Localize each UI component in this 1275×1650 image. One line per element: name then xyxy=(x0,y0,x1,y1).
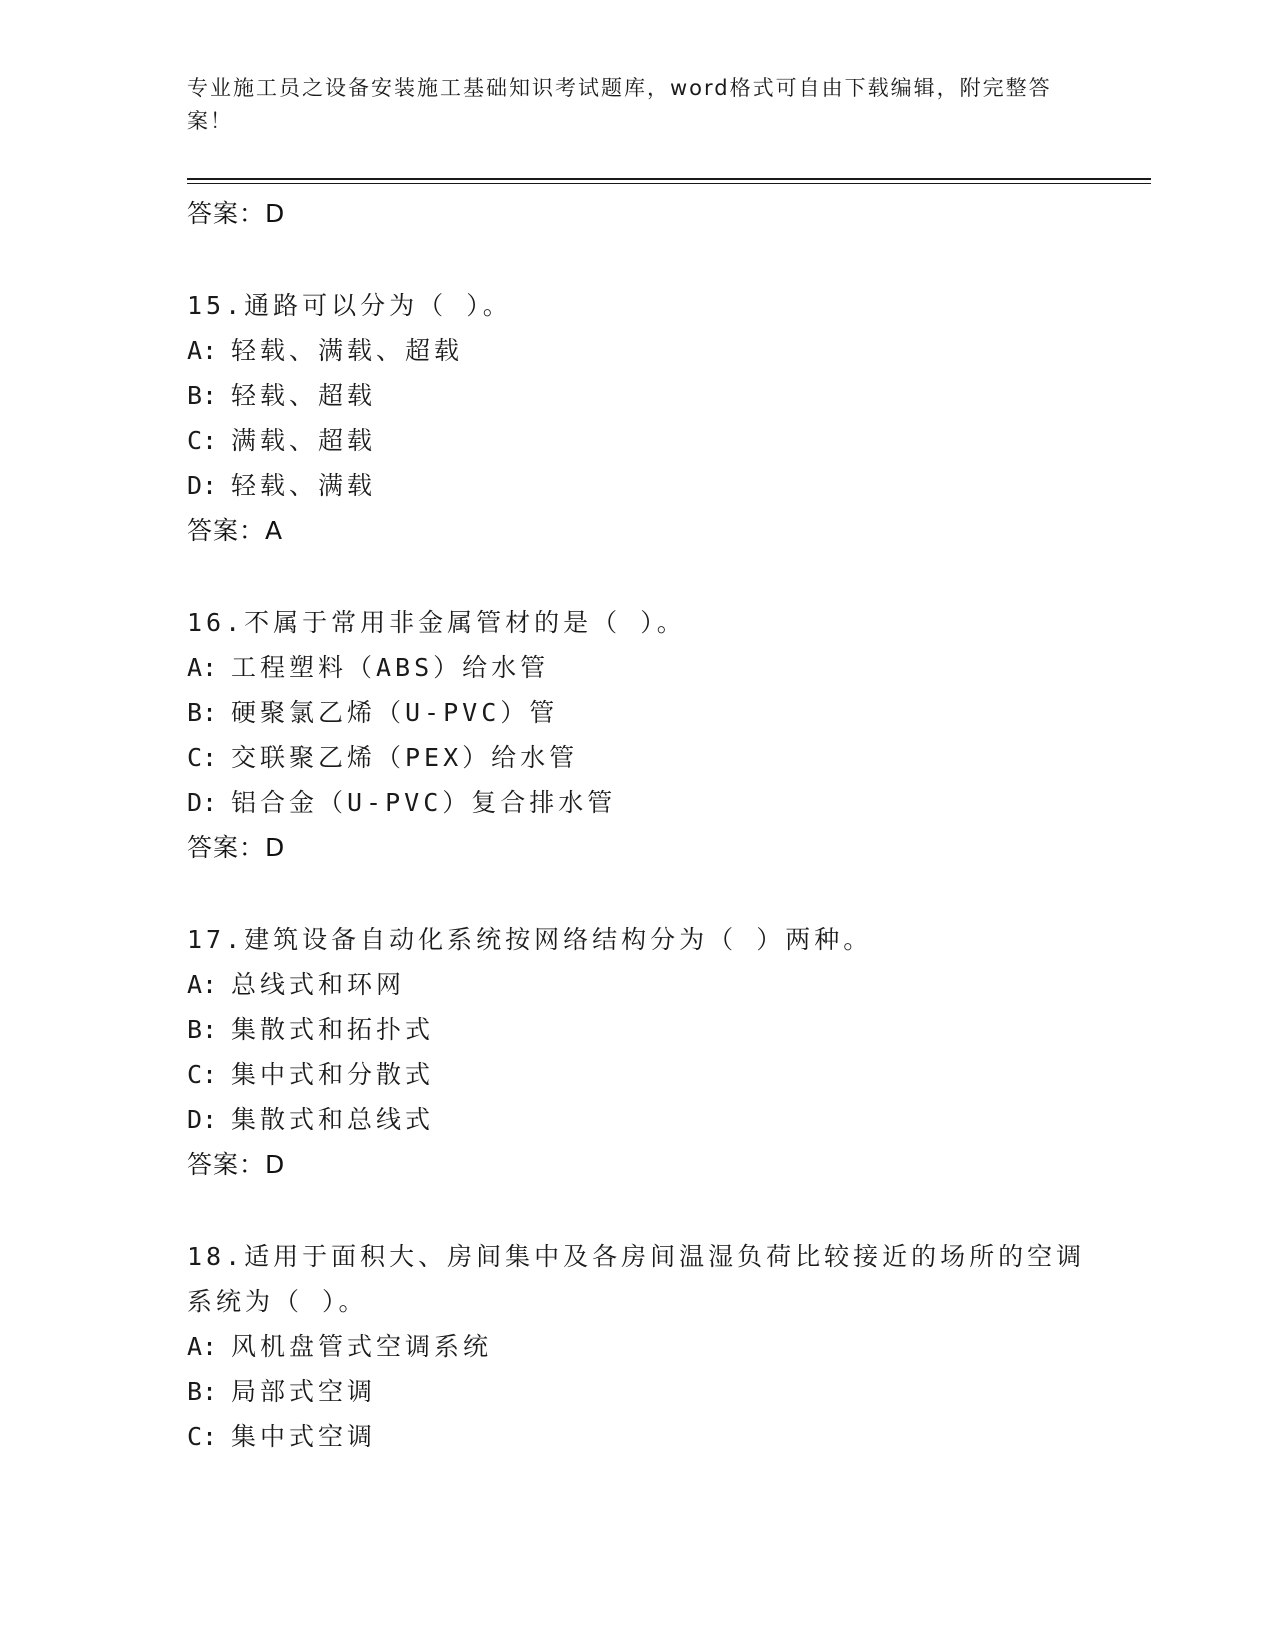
option-text: 局部式空调 xyxy=(231,1377,377,1406)
option-a xyxy=(187,962,1087,1007)
option-text: 轻载、超载 xyxy=(231,381,377,410)
option-text: 交联聚乙烯（PEX）给水管 xyxy=(231,743,579,772)
option-letter: A: xyxy=(187,970,218,999)
option-letter: C: xyxy=(187,743,218,772)
option-b xyxy=(187,1007,1087,1052)
option-letter: C: xyxy=(187,1422,218,1451)
option-letter: C: xyxy=(187,1060,218,1089)
answer-line: 答案：D xyxy=(187,199,286,228)
option-letter: D: xyxy=(187,1105,218,1134)
option-text: 总线式和环网 xyxy=(231,970,406,999)
option-text: 集中式空调 xyxy=(231,1422,377,1451)
option-c xyxy=(187,418,1087,463)
question-item xyxy=(187,283,1087,553)
question-item xyxy=(187,600,1087,870)
option-letter: B: xyxy=(187,381,218,410)
option-letter: B: xyxy=(187,698,218,727)
option-text: 铝合金（U-PVC）复合排水管 xyxy=(231,788,617,817)
option-c xyxy=(187,735,1087,780)
option-letter: B: xyxy=(187,1377,218,1406)
option-letter: A: xyxy=(187,1332,218,1361)
option-a xyxy=(187,645,1087,690)
answer-line: 答案：D xyxy=(187,1150,286,1179)
header-rule-thin xyxy=(187,183,1151,184)
option-c xyxy=(187,1414,1087,1459)
option-text: 风机盘管式空调系统 xyxy=(231,1332,493,1361)
option-d xyxy=(187,463,1087,508)
option-text: 轻载、满载 xyxy=(231,471,377,500)
question-stem: 15.通路可以分为（ ）。 xyxy=(187,291,512,320)
option-text: 集中式和分散式 xyxy=(231,1060,435,1089)
option-letter: D: xyxy=(187,471,218,500)
option-letter: B: xyxy=(187,1015,218,1044)
option-letter: A: xyxy=(187,336,218,365)
answer-line: 答案：A xyxy=(187,516,284,545)
option-text: 工程塑料（ABS）给水管 xyxy=(231,653,550,682)
question-list xyxy=(187,191,1087,1459)
question-stem: 18.适用于面积大、房间集中及各房间温湿负荷比较接近的场所的空调 xyxy=(187,1242,1086,1271)
option-b xyxy=(187,1369,1087,1414)
option-letter: A: xyxy=(187,653,218,682)
option-d xyxy=(187,780,1087,825)
option-c xyxy=(187,1052,1087,1097)
header-rule-thick xyxy=(187,178,1151,180)
option-b xyxy=(187,690,1087,735)
page-header xyxy=(187,72,1067,138)
header-text: 专业施工员之设备安装施工基础知识考试题库，word格式可自由下载编辑，附完整答案！ xyxy=(187,76,1052,133)
option-a xyxy=(187,328,1087,373)
question-item xyxy=(187,1234,1087,1459)
option-letter: D: xyxy=(187,788,218,817)
question-stem: 16.不属于常用非金属管材的是（ ）。 xyxy=(187,608,686,637)
option-d xyxy=(187,1097,1087,1142)
question-stem-continued: 系统为（ ）。 xyxy=(187,1287,368,1316)
option-text: 集散式和拓扑式 xyxy=(231,1015,435,1044)
question-item xyxy=(187,917,1087,1187)
question-stem: 17.建筑设备自动化系统按网络结构分为（ ）两种。 xyxy=(187,925,873,954)
answer-line: 答案：D xyxy=(187,833,286,862)
option-text: 轻载、满载、超载 xyxy=(231,336,464,365)
option-text: 满载、超载 xyxy=(231,426,377,455)
option-text: 集散式和总线式 xyxy=(231,1105,435,1134)
option-text: 硬聚氯乙烯（U-PVC）管 xyxy=(231,698,559,727)
option-a xyxy=(187,1324,1087,1369)
option-b xyxy=(187,373,1087,418)
option-letter: C: xyxy=(187,426,218,455)
